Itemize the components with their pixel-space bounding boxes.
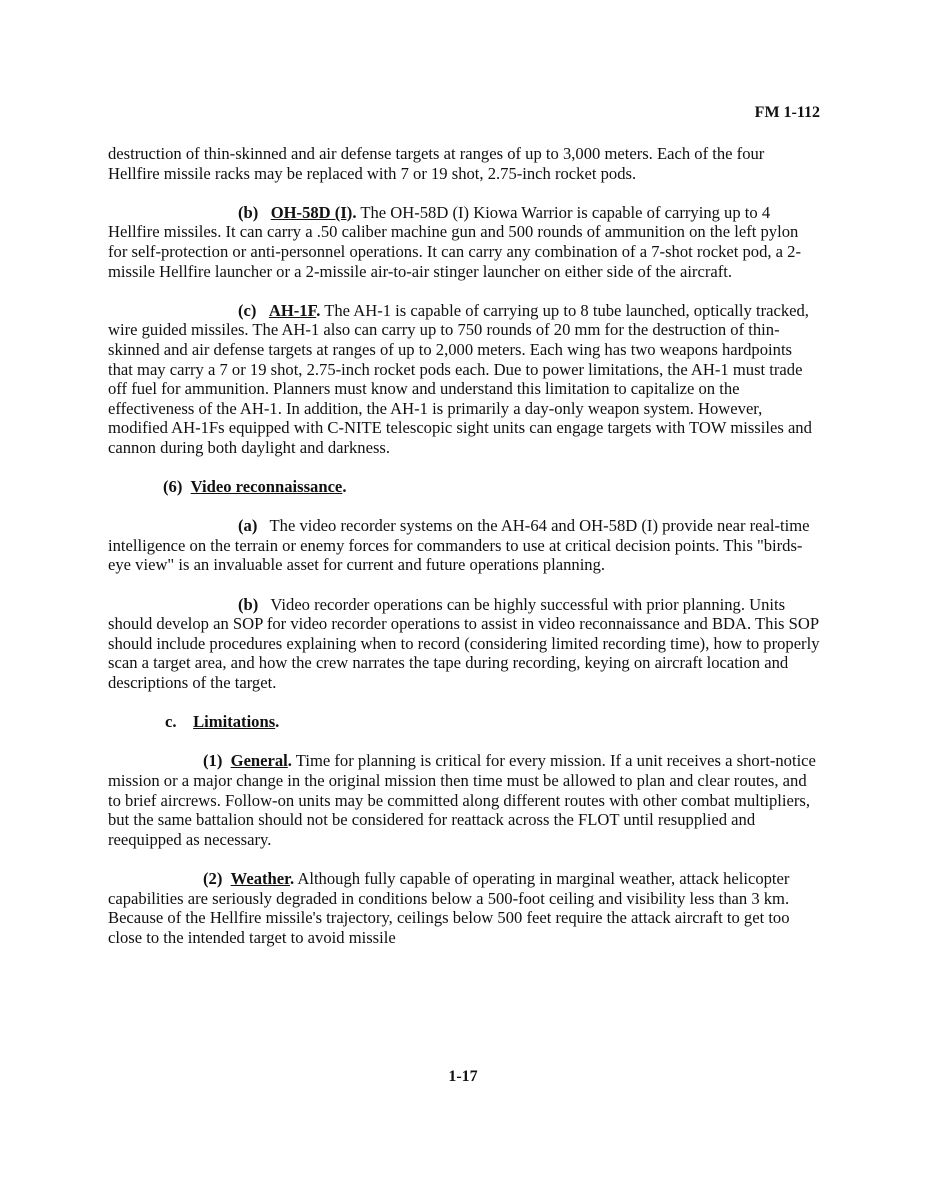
section-title: Video reconnaissance xyxy=(190,477,343,497)
paragraph-label: (a) xyxy=(238,516,258,536)
paragraph-label: (b) xyxy=(238,202,259,222)
paragraph-video-a xyxy=(108,516,820,575)
paragraph-continuation: destruction of thin-skinned and air defense targets at ranges of up to 3,000 meters. Each of the four Hellfire missile racks may be replaced with 7 or 19 shot, 2.75-inch rocket pods. xyxy=(108,144,765,183)
paragraph-ah1f xyxy=(108,301,820,458)
title-punct: . xyxy=(342,477,347,497)
title-punct: . xyxy=(287,751,292,771)
title-punct: . xyxy=(316,300,321,320)
paragraph-general xyxy=(108,751,820,849)
title-punct: . xyxy=(352,202,357,222)
section-label: c. xyxy=(165,712,177,732)
paragraph-text: Although fully capable of operating in marginal weather, attack helicopter capabilities are seriously degraded in conditions below a 500-foot ceiling and visibility less than 3 km. Because of the Hellfire missile's trajectory, ceilings below 500 feet require the attack aircraft to get too close to the intended target to avoid missile xyxy=(108,868,790,947)
title-punct: . xyxy=(289,868,295,888)
paragraph-title-oh58d: OH-58D (I) xyxy=(270,202,353,222)
paragraph-title-general: General xyxy=(230,751,288,771)
paragraph-title-ah1f: AH-1F xyxy=(268,300,317,320)
paragraph-text: The AH-1 is capable of carrying up to 8 tube launched, optically tracked, wire guided missiles. The AH-1 also can carry up to 750 rounds of 20 mm for the destruction of thin-skinned and air defense targets at ranges of up to 2,000 meters. Each wing has two weapons hardpoints that may carry a 7 or 19 shot, 2.75-inch rocket pods each. Due to power limitations, the AH-1 must trade off fuel for ammunition. Planners must know and understand this limitation to capitalize on the effectiveness of the AH-1. In addition, the AH-1 is primarily a day-only weapon system. However, modified AH-1Fs equipped with C-NITE telescopic sight units can engage targets with TOW missiles and cannon during both daylight and darkness. xyxy=(108,300,812,457)
paragraph-label: (c) xyxy=(238,300,257,320)
paragraph-text: Video recorder operations can be highly successful with prior planning. Units should develop an SOP for video recorder operations to assist in video reconnaissance and BDA. This SOP should include procedures explaining when to record (considering limited recording time), how to properly scan a target area, and how the crew narrates the tape during recording, keying on aircraft location and descriptions of the target. xyxy=(108,594,820,693)
page-body xyxy=(108,144,820,967)
paragraph-title-weather: Weather xyxy=(230,868,290,888)
paragraph-label: (b) xyxy=(238,594,259,614)
paragraph-text: Time for planning is critical for every mission. If a unit receives a short-notice mission or a major change in the original mission then time must be allowed to plan and clear routes, and to brief aircrews. Follow-on units may be committed along different routes with other combat multipliers, but the same battalion should not be considered for reattack across the FLOT until resupplied and reequipped as necessary. xyxy=(108,751,816,849)
paragraph-video-b xyxy=(108,595,820,693)
section-label: (6) xyxy=(163,477,183,497)
title-punct: . xyxy=(275,712,280,732)
paragraph-oh58d xyxy=(108,203,820,281)
section-heading-limitations xyxy=(108,712,820,732)
paragraph-label: (2) xyxy=(203,868,223,888)
section-heading-video-recon xyxy=(108,477,820,497)
paragraph-text: The OH-58D (I) Kiowa Warrior is capable of carrying up to 4 Hellfire missiles. It can carry a .50 caliber machine gun and 500 rounds of ammunition on the left pylon for self-protection or anti-personnel operations. It can carry any combination of a 7-shot rocket pod, a 2-missile Hellfire launcher or a 2-missile air-to-air stinger launcher on either side of the aircraft. xyxy=(108,202,802,281)
paragraph-label: (1) xyxy=(203,751,223,771)
paragraph-weather xyxy=(108,869,820,947)
paragraph-text: The video recorder systems on the AH-64 and OH-58D (I) provide near real-time intelligence on the terrain or enemy forces for commanders to use at critical decision points. This "birds-eye view" is an invaluable asset for current and future operations planning. xyxy=(108,516,810,575)
page-number: 1-17 xyxy=(448,1068,478,1085)
section-title: Limitations xyxy=(193,712,276,732)
document-id: FM 1-112 xyxy=(754,104,820,121)
